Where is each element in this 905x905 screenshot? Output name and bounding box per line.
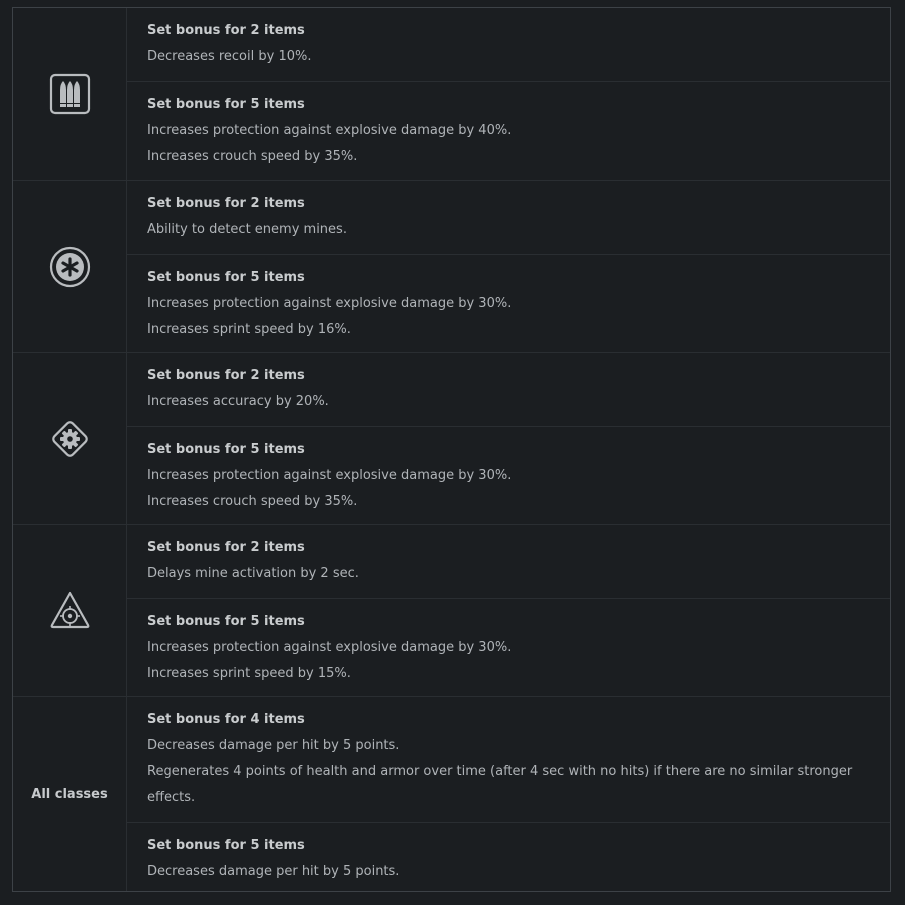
bonus-row	[127, 353, 890, 426]
bonus-heading: Set bonus for 4 items	[147, 712, 305, 727]
bonus-row	[127, 81, 890, 180]
bonus-row	[127, 254, 890, 353]
all-classes-label: All classes	[31, 786, 108, 802]
bonus-effect: Increases crouch speed by 35%.	[147, 494, 358, 509]
class-icon-cell	[13, 181, 127, 352]
bonus-effect: Increases protection against explosive damage by 30%.	[147, 468, 512, 483]
class-group-rifleman	[13, 8, 890, 180]
medic-icon	[49, 246, 91, 288]
class-label-cell	[13, 697, 127, 891]
ammo-icon	[49, 73, 91, 115]
bonus-heading: Set bonus for 5 items	[147, 838, 305, 853]
bonus-heading: Set bonus for 2 items	[147, 368, 305, 383]
bonus-effect: Decreases damage per hit by 5 points.	[147, 864, 400, 879]
bonus-effect: Increases crouch speed by 35%.	[147, 149, 358, 164]
bonus-effect: Delays mine activation by 2 sec.	[147, 566, 359, 581]
class-icon-cell	[13, 8, 127, 180]
bonus-heading: Set bonus for 5 items	[147, 614, 305, 629]
bonus-effect: Increases sprint speed by 15%.	[147, 666, 351, 681]
bonus-heading: Set bonus for 2 items	[147, 196, 305, 211]
bonus-row	[127, 8, 890, 81]
bonus-heading: Set bonus for 5 items	[147, 442, 305, 457]
bonus-row	[127, 525, 890, 598]
class-icon-cell	[13, 525, 127, 696]
bonus-heading: Set bonus for 2 items	[147, 540, 305, 555]
engineer-icon	[49, 418, 91, 460]
bonus-effect: Decreases recoil by 10%.	[147, 49, 312, 64]
bonus-effect: Decreases damage per hit by 5 points.	[147, 738, 400, 753]
bonus-heading: Set bonus for 5 items	[147, 270, 305, 285]
sniper-icon	[49, 590, 91, 632]
class-group-sniper	[13, 524, 890, 696]
class-group-engineer	[13, 352, 890, 524]
set-bonus-table	[12, 7, 891, 892]
bonus-effect: Increases protection against explosive damage by 30%.	[147, 296, 512, 311]
bonus-row	[127, 697, 890, 822]
bonus-heading: Set bonus for 5 items	[147, 97, 305, 112]
bonus-effect: Increases accuracy by 20%.	[147, 394, 329, 409]
bonus-effect: Regenerates 4 points of health and armor over time (after 4 sec with no hits) if there are no similar stronger effects.	[147, 764, 853, 805]
bonus-heading: Set bonus for 2 items	[147, 23, 305, 38]
class-group-all-classes	[13, 696, 890, 891]
bonus-row	[127, 822, 890, 892]
class-group-medic	[13, 180, 890, 352]
bonus-row	[127, 598, 890, 697]
bonus-row	[127, 426, 890, 525]
bonus-row	[127, 181, 890, 254]
bonus-effect: Ability to detect enemy mines.	[147, 222, 347, 237]
class-icon-cell	[13, 353, 127, 524]
bonus-effect: Increases protection against explosive damage by 40%.	[147, 123, 512, 138]
bonus-effect: Increases sprint speed by 16%.	[147, 322, 351, 337]
bonus-effect: Increases protection against explosive damage by 30%.	[147, 640, 512, 655]
